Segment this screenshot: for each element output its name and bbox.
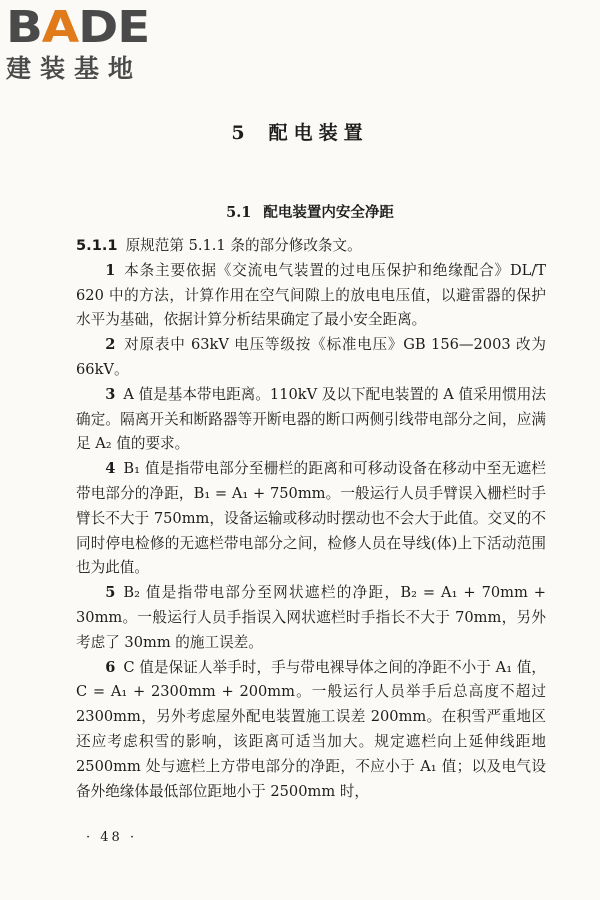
page-number: · 48 · (86, 830, 138, 845)
logo-latin (6, 2, 193, 53)
clause-paragraph (76, 234, 546, 259)
list-item (76, 581, 546, 655)
logo-chinese: 建装基地 (6, 54, 143, 83)
list-item (76, 656, 546, 805)
list-item (76, 383, 546, 457)
list-item (76, 259, 546, 333)
clause-number: 5.1.1 (76, 237, 118, 254)
item-text: B₂ 值是指带电部分至网状遮栏的净距，B₂ = A₁ + 70mm + 30mm。一般运行人员手指误入网状遮栏时手指长不大于 70mm，另外考虑了 30mm 的施工误差。 (76, 584, 546, 651)
chapter-title: 配电装置 (268, 122, 369, 144)
chapter-heading (0, 118, 600, 145)
item-text: C 值是保证人举手时，手与带电裸导体之间的净距不小于 A₁ 值，C = A₁ + 2300mm + 200mm。一般运行人员举手后总高度不超过 2300mm，另外考虑屋外配电装置施工误差 200mm。在积雪严重地区还应考虑积雪的影响，该距离可适当加大。规定遮栏向上延伸线距地 2500mm 处与遮栏上方带电部分的净距，不应小于 A₁ 值；以及电气设备外绝缘体最低部位距地小于 2500mm 时， (76, 658, 546, 800)
item-text: B₁ 值是指带电部分至栅栏的距离和可移动设备在移动中至无遮栏带电部分的净距，B₁ = A₁ + 750mm。一般运行人员手臂误入栅栏时手臂长不大于 750mm，设备运输或移动时摆动也不会大于此值。交叉的不同时停电检修的无遮栏带电部分之间，检修人员在导线(体)上下活动范围也为此值。 (76, 460, 546, 577)
item-number: 3 (105, 385, 116, 403)
clause-text: 原规范第 5.1.1 条的部分修改条文。 (125, 237, 362, 254)
logo-letter-a: A (41, 2, 79, 53)
item-number: 5 (105, 584, 116, 602)
item-number: 4 (105, 460, 116, 478)
item-number: 6 (105, 658, 116, 676)
list-item (76, 333, 546, 383)
section-number: 5.1 (226, 204, 252, 221)
body-text (76, 234, 546, 804)
item-text: 对原表中 63kV 电压等级按《标准电压》GB 156—2003 改为 66kV。 (76, 336, 546, 378)
item-text: 本条主要依据《交流电气装置的过电压保护和绝缘配合》DL/T 620 中的方法，计算作用在空气间隙上的放电电压值，以避雷器的保护水平为基础，依据计算分析结果确定了最小安全距离。 (76, 261, 546, 329)
logo-letters-de: DE (78, 2, 150, 53)
bade-logo (6, 2, 176, 84)
item-text: A 值是基本带电距离。110kV 及以下配电装置的 A 值采用惯用法确定。隔离开关和断路器等开断电器的断口两侧引线带电部分之间，应满足 A₂ 值的要求。 (76, 385, 546, 453)
section-title: 配电装置内安全净距 (263, 205, 394, 221)
item-number: 2 (105, 336, 116, 354)
item-number: 1 (105, 261, 116, 279)
section-heading (0, 201, 600, 222)
logo-letter-b: B (6, 2, 42, 53)
chapter-number: 5 (231, 122, 251, 144)
list-item (76, 457, 546, 581)
